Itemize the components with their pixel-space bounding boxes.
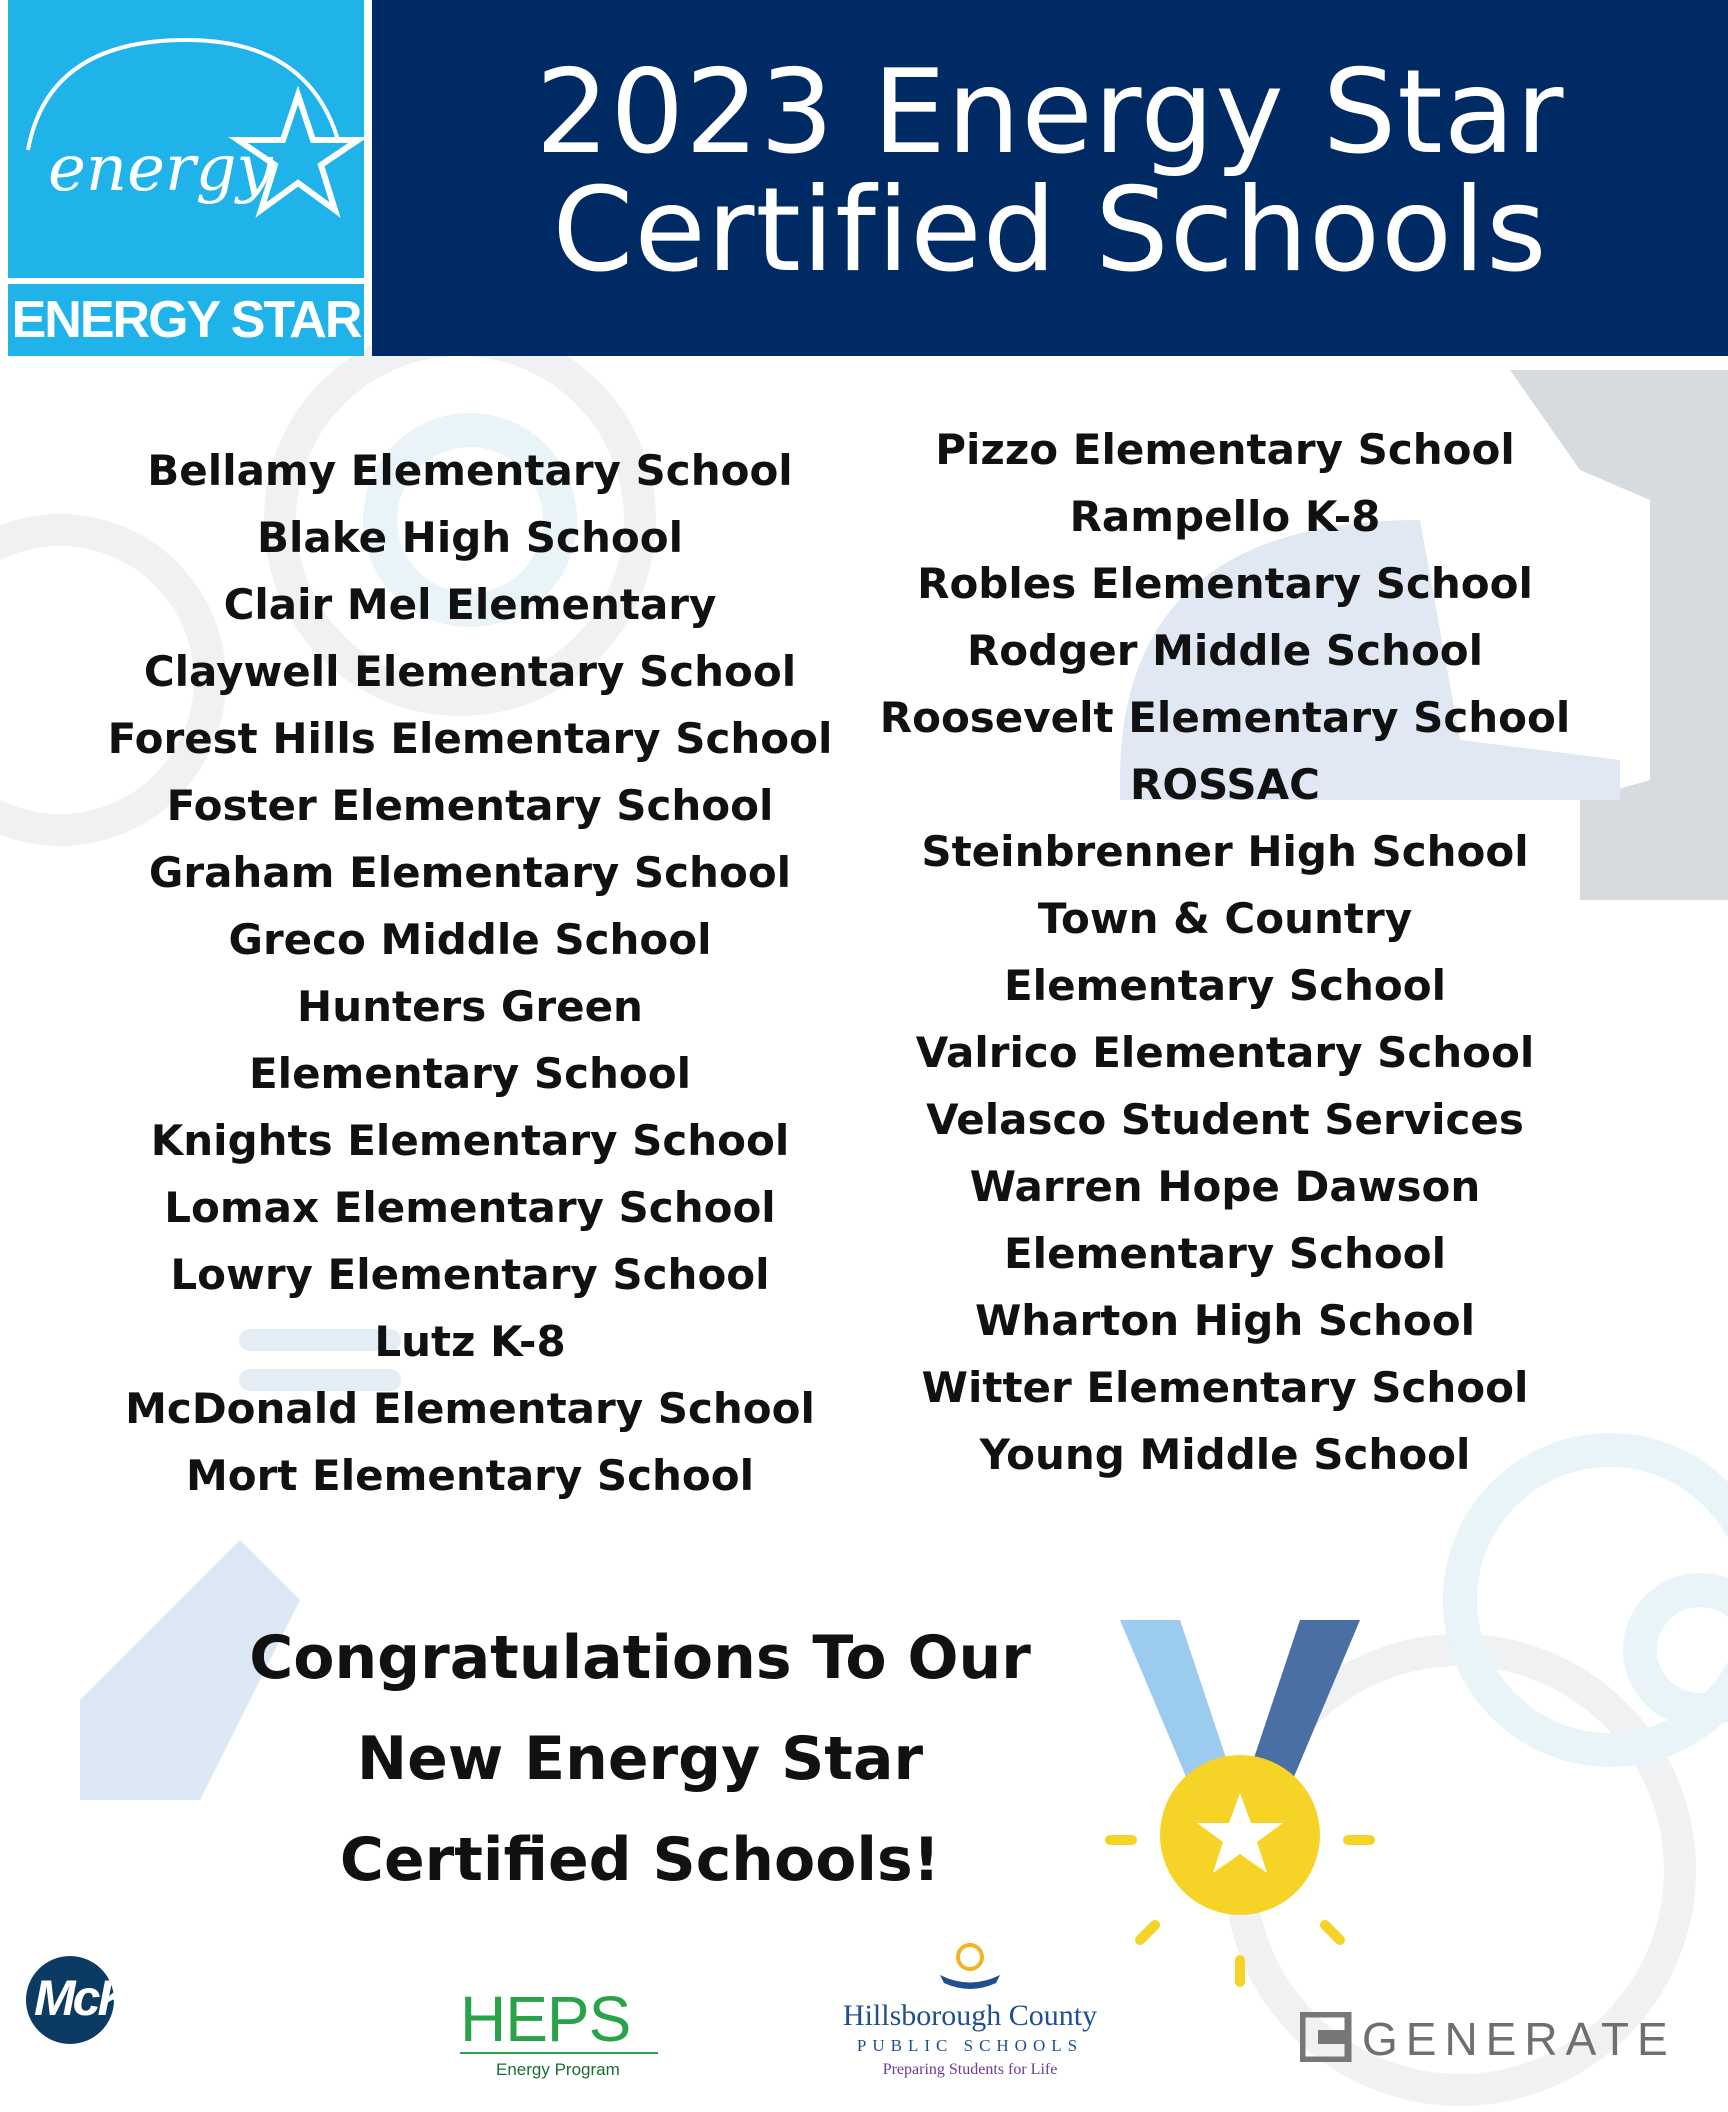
- list-item: Velasco Student Services: [926, 1095, 1524, 1144]
- heps-wordmark: HEPS: [460, 1985, 631, 2055]
- list-item: Greco Middle School: [228, 915, 712, 964]
- list-item: Lutz K-8: [374, 1317, 566, 1366]
- energy-script: energy: [48, 132, 273, 206]
- list-item: Graham Elementary School: [148, 848, 792, 897]
- list-item: Claywell Elementary School: [143, 647, 797, 696]
- energy-star-logo: [8, 0, 364, 356]
- mckinstry-logo: [22, 1955, 292, 2045]
- hcps-subtitle: PUBLIC SCHOOLS: [856, 2036, 1084, 2055]
- congrats-line-3: Certified Schools!: [339, 1825, 941, 1895]
- title-line-1: 2023 Energy Star: [535, 45, 1565, 180]
- congrats-line-2: New Energy Star: [356, 1724, 924, 1794]
- list-item: Rampello K-8: [1069, 492, 1381, 541]
- list-item: Wharton High School: [974, 1296, 1476, 1345]
- energy-star-mark-icon: [8, 0, 364, 280]
- list-item: Valrico Elementary School: [915, 1028, 1535, 1077]
- list-item: Bellamy Elementary School: [147, 446, 793, 495]
- list-item: ROSSAC: [1130, 760, 1320, 809]
- list-item: Knights Elementary School: [150, 1116, 790, 1165]
- list-item: Mort Elementary School: [185, 1451, 755, 1500]
- list-item: Robles Elementary School: [917, 559, 1533, 608]
- heps-subtitle: Energy Program: [496, 2060, 620, 2079]
- list-item: Warren Hope Dawson Elementary School: [969, 1162, 1481, 1278]
- hillsborough-logo: [820, 1935, 1120, 2085]
- list-item: Young Middle School: [979, 1430, 1471, 1479]
- hcps-tagline: Preparing Students for Life: [882, 2061, 1058, 2078]
- congrats-line-1: Congratulations To Our: [249, 1623, 1031, 1693]
- list-item: Steinbrenner High School: [921, 827, 1529, 876]
- list-item: Hunters Green Elementary School: [248, 982, 691, 1098]
- school-list-right: [865, 416, 1585, 1488]
- medal-icon: [1090, 1610, 1390, 1990]
- generate-wordmark: GENERATE: [1362, 2013, 1676, 2062]
- list-item: Lomax Elementary School: [164, 1183, 776, 1232]
- list-item: Clair Mel Elementary: [223, 580, 717, 629]
- generate-logo: [1300, 2012, 1720, 2062]
- heps-logo: [458, 1985, 668, 2085]
- list-item: Roosevelt Elementary School: [879, 693, 1571, 742]
- hcps-name: Hillsborough County: [842, 1999, 1098, 2032]
- list-item: Witter Elementary School: [921, 1363, 1529, 1412]
- header-band: [372, 0, 1728, 356]
- generate-mark-icon: [1300, 2012, 1720, 2062]
- list-item: Rodger Middle School: [966, 626, 1484, 675]
- title-line-2: Certified Schools: [552, 163, 1548, 298]
- list-item: McDonald Elementary School: [125, 1384, 815, 1433]
- list-item: Town & Country Elementary School: [1003, 894, 1446, 1010]
- energy-star-label: ENERGY STAR: [8, 278, 364, 356]
- list-item: Foster Elementary School: [166, 781, 774, 830]
- list-item: Pizzo Elementary School: [935, 425, 1515, 474]
- list-item: Blake High School: [257, 513, 683, 562]
- list-item: Lowry Elementary School: [170, 1250, 770, 1299]
- heps-mark-icon: [458, 1985, 668, 2085]
- page-title: [372, 45, 1728, 298]
- school-list-left: [90, 437, 850, 1509]
- congrats-message: [170, 1608, 1110, 1911]
- mckinstry-wordmark: McKinstry: [34, 1970, 249, 2026]
- mckinstry-mark-icon: [22, 1955, 292, 2045]
- list-item: Forest Hills Elementary School: [107, 714, 833, 763]
- hillsborough-mark-icon: [820, 1935, 1120, 2085]
